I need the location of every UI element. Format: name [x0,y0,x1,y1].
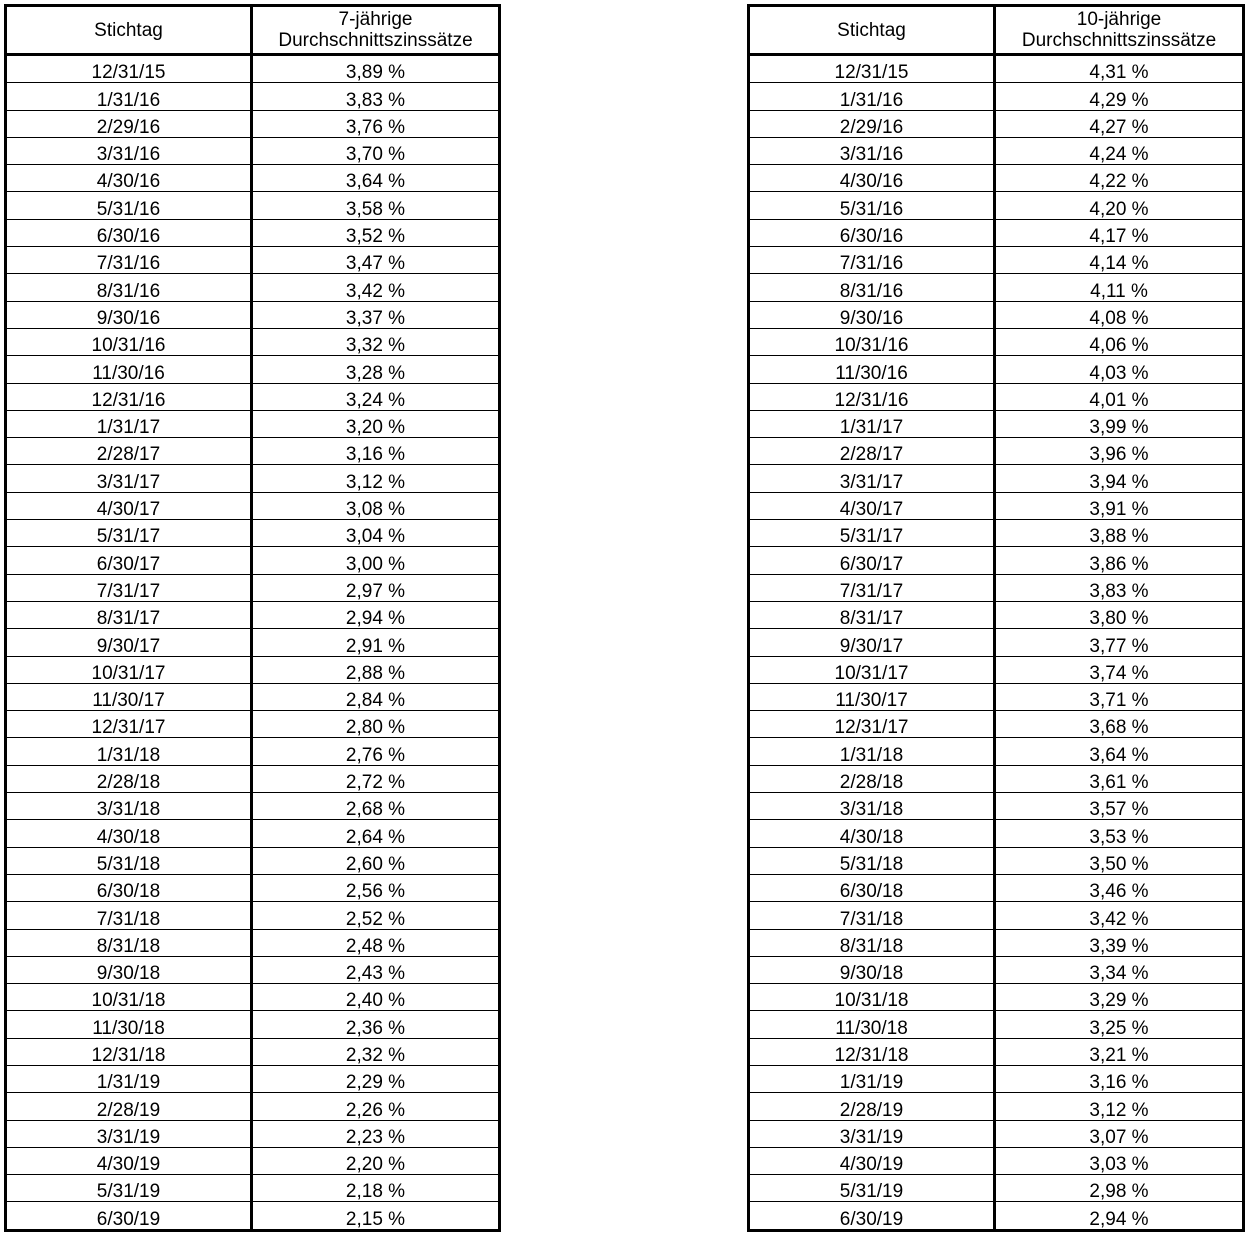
date-cell: 8/31/18 [749,929,995,956]
date-cell: 2/28/18 [6,765,252,792]
table-row [749,165,1244,192]
rate-cell: 2,26 % [252,1093,500,1120]
rate-cell: 4,22 % [995,165,1244,192]
rate-cell: 2,15 % [252,1202,500,1230]
table-row [749,1065,1244,1092]
rate-cell: 2,84 % [252,683,500,710]
rate-cell: 2,94 % [995,1202,1244,1230]
table-row [6,274,500,301]
table-row [6,683,500,710]
rate-cell: 3,74 % [995,656,1244,683]
table-row [749,683,1244,710]
rate-cell: 3,61 % [995,765,1244,792]
table-body [749,55,1244,1231]
table-row [6,1065,500,1092]
date-cell: 12/31/17 [749,711,995,738]
table-row [749,1120,1244,1147]
rate-cell: 4,08 % [995,301,1244,328]
table-row [6,738,500,765]
header-rate-line2: Durchschnittszinssätze [1021,30,1217,51]
rate-cell: 3,42 % [252,274,500,301]
date-cell: 5/31/19 [749,1175,995,1202]
rate-cell: 2,76 % [252,738,500,765]
rate-cell: 4,01 % [995,383,1244,410]
table-row [749,629,1244,656]
table-row [6,520,500,547]
rate-cell: 3,03 % [995,1147,1244,1174]
rate-cell: 2,32 % [252,1038,500,1065]
date-cell: 6/30/17 [6,547,252,574]
date-cell: 11/30/18 [6,1011,252,1038]
rate-cell: 3,12 % [252,465,500,492]
table-row [749,1202,1244,1230]
header-date [749,6,995,55]
date-cell: 5/31/18 [749,847,995,874]
rate-cell: 3,20 % [252,410,500,437]
date-cell: 12/31/15 [749,55,995,83]
table-row [6,1147,500,1174]
table-row [749,902,1244,929]
date-cell: 3/31/17 [749,465,995,492]
date-cell: 12/31/17 [6,711,252,738]
date-cell: 1/31/16 [749,83,995,110]
table-row [6,1202,500,1230]
table-row [749,601,1244,628]
date-cell: 12/31/18 [749,1038,995,1065]
date-cell: 10/31/16 [6,328,252,355]
rate-cell: 4,17 % [995,219,1244,246]
table-row [749,328,1244,355]
table-row [6,847,500,874]
table-row [749,55,1244,83]
rate-cell: 2,94 % [252,601,500,628]
table-row [749,847,1244,874]
rate-cell: 3,28 % [252,356,500,383]
date-cell: 1/31/19 [6,1065,252,1092]
rate-cell: 3,86 % [995,547,1244,574]
date-cell: 7/31/16 [6,247,252,274]
table-row [749,247,1244,274]
date-cell: 1/31/17 [749,410,995,437]
rate-cell: 3,34 % [995,956,1244,983]
date-cell: 8/31/16 [749,274,995,301]
table-row [749,1038,1244,1065]
table-row [6,574,500,601]
rate-cell: 3,53 % [995,820,1244,847]
date-cell: 11/30/16 [749,356,995,383]
date-cell: 9/30/17 [749,629,995,656]
table-row [6,601,500,628]
table-row [749,820,1244,847]
date-cell: 6/30/18 [6,874,252,901]
table-row [749,1011,1244,1038]
rate-cell: 4,29 % [995,83,1244,110]
rate-cell: 3,47 % [252,247,500,274]
date-cell: 4/30/19 [6,1147,252,1174]
table-row [749,765,1244,792]
rate-cell: 2,64 % [252,820,500,847]
table-row [6,492,500,519]
table-row [6,984,500,1011]
table-row [6,465,500,492]
rate-cell: 2,60 % [252,847,500,874]
rate-cell: 3,70 % [252,137,500,164]
header-rate-line1: 7-jährige [338,9,413,30]
rate-cell: 3,46 % [995,874,1244,901]
table-row [6,137,500,164]
date-cell: 11/30/17 [749,683,995,710]
date-cell: 6/30/19 [749,1202,995,1230]
table-row [749,492,1244,519]
table-row [749,383,1244,410]
rate-cell: 3,24 % [252,383,500,410]
rate-cell: 4,24 % [995,137,1244,164]
date-cell: 1/31/17 [6,410,252,437]
date-cell: 8/31/16 [6,274,252,301]
rate-cell: 2,40 % [252,984,500,1011]
rate-cell: 3,83 % [995,574,1244,601]
rate-cell: 3,83 % [252,83,500,110]
table-row [6,956,500,983]
rate-cell: 2,97 % [252,574,500,601]
rate-cell: 3,99 % [995,410,1244,437]
rate-cell: 2,23 % [252,1120,500,1147]
table-row [749,438,1244,465]
header-date-label: Stichtag [837,19,906,41]
date-cell: 11/30/18 [749,1011,995,1038]
rate-cell: 2,52 % [252,902,500,929]
date-cell: 2/28/19 [6,1093,252,1120]
date-cell: 12/31/16 [6,383,252,410]
date-cell: 3/31/19 [6,1120,252,1147]
rate-cell: 4,20 % [995,192,1244,219]
rate-cell: 2,91 % [252,629,500,656]
rate-cell: 3,50 % [995,847,1244,874]
rate-cell: 3,64 % [252,165,500,192]
table-row [749,711,1244,738]
rate-cell: 3,76 % [252,110,500,137]
date-cell: 12/31/18 [6,1038,252,1065]
rate-cell: 2,68 % [252,793,500,820]
rate-cell: 3,52 % [252,219,500,246]
date-cell: 11/30/16 [6,356,252,383]
date-cell: 11/30/17 [6,683,252,710]
header-date-label: Stichtag [94,19,163,41]
table-row [6,165,500,192]
rate-table-7-year [4,4,501,1232]
date-cell: 1/31/18 [749,738,995,765]
date-cell: 1/31/19 [749,1065,995,1092]
rate-cell: 2,56 % [252,874,500,901]
rate-cell: 2,20 % [252,1147,500,1174]
table-row [749,793,1244,820]
rate-cell: 3,21 % [995,1038,1244,1065]
date-cell: 3/31/17 [6,465,252,492]
table-row [749,465,1244,492]
date-cell: 7/31/16 [749,247,995,274]
rate-cell: 4,14 % [995,247,1244,274]
date-cell: 3/31/19 [749,1120,995,1147]
rate-cell: 2,98 % [995,1175,1244,1202]
table-row [749,1175,1244,1202]
rate-cell: 3,88 % [995,520,1244,547]
table-row [6,356,500,383]
table-row [749,984,1244,1011]
date-cell: 8/31/18 [6,929,252,956]
rate-cell: 3,12 % [995,1093,1244,1120]
table-row [6,874,500,901]
rate-cell: 4,06 % [995,328,1244,355]
rate-cell: 3,16 % [995,1065,1244,1092]
date-cell: 2/28/18 [749,765,995,792]
table-row [749,929,1244,956]
date-cell: 10/31/18 [749,984,995,1011]
rate-cell: 4,31 % [995,55,1244,83]
table-row [6,793,500,820]
table-row [6,1093,500,1120]
date-cell: 8/31/17 [749,601,995,628]
date-cell: 4/30/18 [6,820,252,847]
table-row [6,902,500,929]
date-cell: 9/30/18 [749,956,995,983]
rate-cell: 3,42 % [995,902,1244,929]
table-row [749,219,1244,246]
rate-cell: 3,29 % [995,984,1244,1011]
date-cell: 9/30/16 [6,301,252,328]
rate-cell: 2,43 % [252,956,500,983]
table-row [6,1038,500,1065]
table-row [749,1147,1244,1174]
date-cell: 2/29/16 [749,110,995,137]
date-cell: 5/31/17 [6,520,252,547]
date-cell: 5/31/16 [6,192,252,219]
table-row [749,874,1244,901]
table-row [6,110,500,137]
rate-cell: 4,11 % [995,274,1244,301]
table-row [749,356,1244,383]
date-cell: 1/31/18 [6,738,252,765]
table-header-row [749,6,1244,55]
table-row [749,192,1244,219]
date-cell: 6/30/16 [749,219,995,246]
rate-cell: 3,04 % [252,520,500,547]
date-cell: 6/30/19 [6,1202,252,1230]
date-cell: 6/30/16 [6,219,252,246]
date-cell: 4/30/16 [6,165,252,192]
header-rate-line1: 10-jährige [1076,9,1162,30]
date-cell: 5/31/19 [6,1175,252,1202]
rate-cell: 3,25 % [995,1011,1244,1038]
rate-cell: 3,71 % [995,683,1244,710]
header-rate-line2: Durchschnittszinssätze [278,30,473,51]
rate-cell: 3,16 % [252,438,500,465]
rate-cell: 3,77 % [995,629,1244,656]
rate-cell: 2,18 % [252,1175,500,1202]
table-row [749,83,1244,110]
date-cell: 10/31/17 [749,656,995,683]
date-cell: 7/31/17 [6,574,252,601]
date-cell: 9/30/17 [6,629,252,656]
date-cell: 6/30/17 [749,547,995,574]
date-cell: 7/31/18 [749,902,995,929]
rate-cell: 3,58 % [252,192,500,219]
rate-cell: 2,29 % [252,1065,500,1092]
table-row [6,1175,500,1202]
table-row [6,328,500,355]
rate-cell: 3,91 % [995,492,1244,519]
date-cell: 4/30/16 [749,165,995,192]
table-row [6,1011,500,1038]
table-row [6,410,500,437]
header-rate [995,6,1244,55]
table-row [6,219,500,246]
rate-cell: 2,36 % [252,1011,500,1038]
rate-cell: 3,80 % [995,601,1244,628]
date-cell: 4/30/17 [6,492,252,519]
table-row [6,301,500,328]
date-cell: 3/31/18 [6,793,252,820]
date-cell: 9/30/18 [6,956,252,983]
date-cell: 10/31/16 [749,328,995,355]
table-row [749,410,1244,437]
rate-cell: 2,48 % [252,929,500,956]
date-cell: 2/29/16 [6,110,252,137]
date-cell: 2/28/17 [6,438,252,465]
rate-table-10-year [747,4,1245,1232]
rate-cell: 3,57 % [995,793,1244,820]
table-row [749,274,1244,301]
date-cell: 1/31/16 [6,83,252,110]
date-cell: 4/30/18 [749,820,995,847]
date-cell: 4/30/17 [749,492,995,519]
date-cell: 3/31/16 [749,137,995,164]
table-row [6,83,500,110]
rate-cell: 3,08 % [252,492,500,519]
header-rate [252,6,500,55]
table-row [749,738,1244,765]
date-cell: 6/30/18 [749,874,995,901]
rate-cell: 2,80 % [252,711,500,738]
table-row [6,383,500,410]
rate-cell: 4,03 % [995,356,1244,383]
rate-cell: 2,72 % [252,765,500,792]
date-cell: 10/31/18 [6,984,252,1011]
date-cell: 12/31/16 [749,383,995,410]
table-row [6,820,500,847]
rate-cell: 3,37 % [252,301,500,328]
table-row [749,956,1244,983]
table-row [6,547,500,574]
table-row [749,520,1244,547]
rate-cell: 3,07 % [995,1120,1244,1147]
date-cell: 10/31/17 [6,656,252,683]
date-cell: 3/31/16 [6,137,252,164]
rate-cell: 2,88 % [252,656,500,683]
table-row [749,547,1244,574]
date-cell: 7/31/17 [749,574,995,601]
table-row [6,629,500,656]
table-row [6,765,500,792]
table-row [6,438,500,465]
rate-cell: 3,39 % [995,929,1244,956]
table-row [6,929,500,956]
rate-cell: 3,94 % [995,465,1244,492]
header-date [6,6,252,55]
table-row [749,137,1244,164]
rate-cell: 3,00 % [252,547,500,574]
date-cell: 3/31/18 [749,793,995,820]
rate-cell: 4,27 % [995,110,1244,137]
date-cell: 9/30/16 [749,301,995,328]
rate-cell: 3,64 % [995,738,1244,765]
table-row [6,55,500,83]
table-row [749,301,1244,328]
table-row [6,1120,500,1147]
rate-cell: 3,89 % [252,55,500,83]
table-row [749,574,1244,601]
date-cell: 2/28/19 [749,1093,995,1120]
table-row [6,656,500,683]
date-cell: 5/31/17 [749,520,995,547]
date-cell: 5/31/18 [6,847,252,874]
rate-cell: 3,32 % [252,328,500,355]
rate-cell: 3,68 % [995,711,1244,738]
table-row [6,192,500,219]
date-cell: 7/31/18 [6,902,252,929]
date-cell: 4/30/19 [749,1147,995,1174]
table-row [749,1093,1244,1120]
date-cell: 5/31/16 [749,192,995,219]
rate-cell: 3,96 % [995,438,1244,465]
table-row [749,110,1244,137]
date-cell: 8/31/17 [6,601,252,628]
table-row [6,711,500,738]
date-cell: 2/28/17 [749,438,995,465]
table-row [749,656,1244,683]
date-cell: 12/31/15 [6,55,252,83]
table-row [6,247,500,274]
table-body [6,55,500,1231]
table-header-row [6,6,500,55]
